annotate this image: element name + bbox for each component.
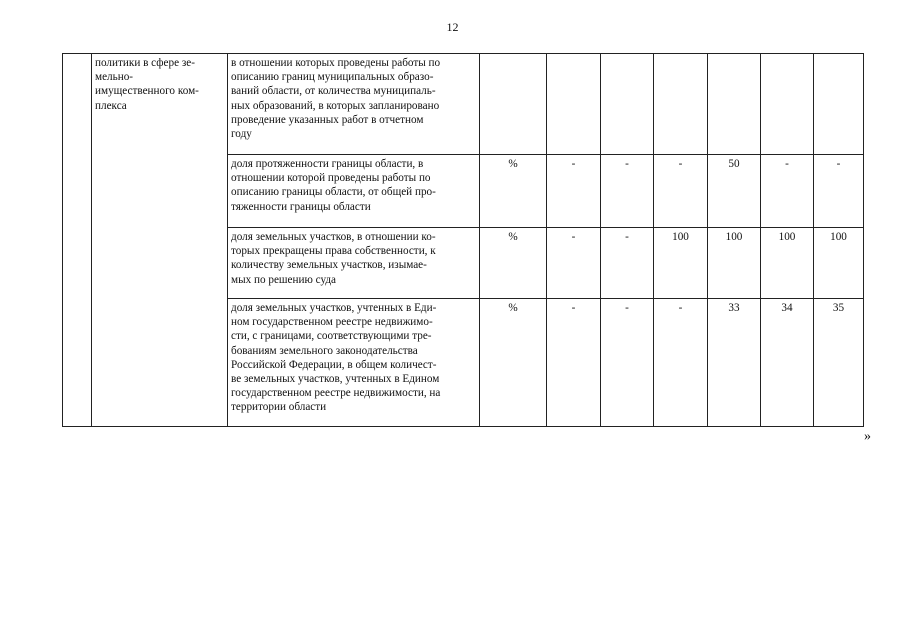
value-cell: 33: [708, 299, 761, 427]
value-cell: -: [761, 155, 814, 228]
value-cell: [654, 54, 708, 155]
row-number-cell: [63, 54, 92, 427]
value-cell: 100: [708, 228, 761, 299]
unit-cell: %: [480, 299, 547, 427]
indicator-text: доля протяженности границы области, в отношении которой проведены работы по описанию границы области, от общей про- тяженности границы области: [231, 158, 436, 213]
value-cell: [761, 54, 814, 155]
value-cell: [601, 54, 654, 155]
value-cell: 100: [761, 228, 814, 299]
value-cell: -: [547, 228, 601, 299]
program-name-text: политики в сфере зе- мельно- имущественного ком- плекса: [95, 57, 199, 112]
indicator-cell: [228, 54, 480, 155]
table-row: [63, 54, 864, 155]
closing-quote-mark: »: [864, 429, 871, 444]
value-cell: -: [654, 299, 708, 427]
indicators-table: [62, 53, 864, 427]
program-name-cell: [92, 54, 228, 427]
value-cell: [814, 54, 864, 155]
value-cell: -: [601, 299, 654, 427]
page-number: 12: [446, 20, 459, 34]
indicator-cell: [228, 155, 480, 228]
value-cell: 34: [761, 299, 814, 427]
indicator-cell: [228, 299, 480, 427]
indicator-text: в отношении которых проведены работы по описанию границ муниципальных образо- ваний области, от количества муниципаль- ных образований, в которых запланировано проведение указанных работ в отчетном году: [231, 57, 441, 141]
indicator-text: доля земельных участков, в отношении ко- торых прекращены права собственности, к количеству земельных участков, изымае- мых по решению суда: [231, 231, 436, 286]
unit-cell: [480, 54, 547, 155]
value-cell: -: [601, 228, 654, 299]
value-cell: 50: [708, 155, 761, 228]
unit-cell: %: [480, 228, 547, 299]
value-cell: -: [547, 299, 601, 427]
value-cell: -: [547, 155, 601, 228]
value-cell: -: [654, 155, 708, 228]
value-cell: 100: [814, 228, 864, 299]
unit-cell: %: [480, 155, 547, 228]
value-cell: -: [814, 155, 864, 228]
value-cell: [708, 54, 761, 155]
value-cell: 35: [814, 299, 864, 427]
value-cell: [547, 54, 601, 155]
value-cell: 100: [654, 228, 708, 299]
table-body: [63, 54, 864, 427]
indicator-text: доля земельных участков, учтенных в Еди- ном государственном реестре недвижимо- сти, с границами, соответствующими тре- бованиям земельного законодательства Российской Федерации, в общем количест- ве земельных участков, учтенных в Едином государственном реестре недвижимости, на территории области: [231, 302, 441, 414]
value-cell: -: [601, 155, 654, 228]
indicator-cell: [228, 228, 480, 299]
